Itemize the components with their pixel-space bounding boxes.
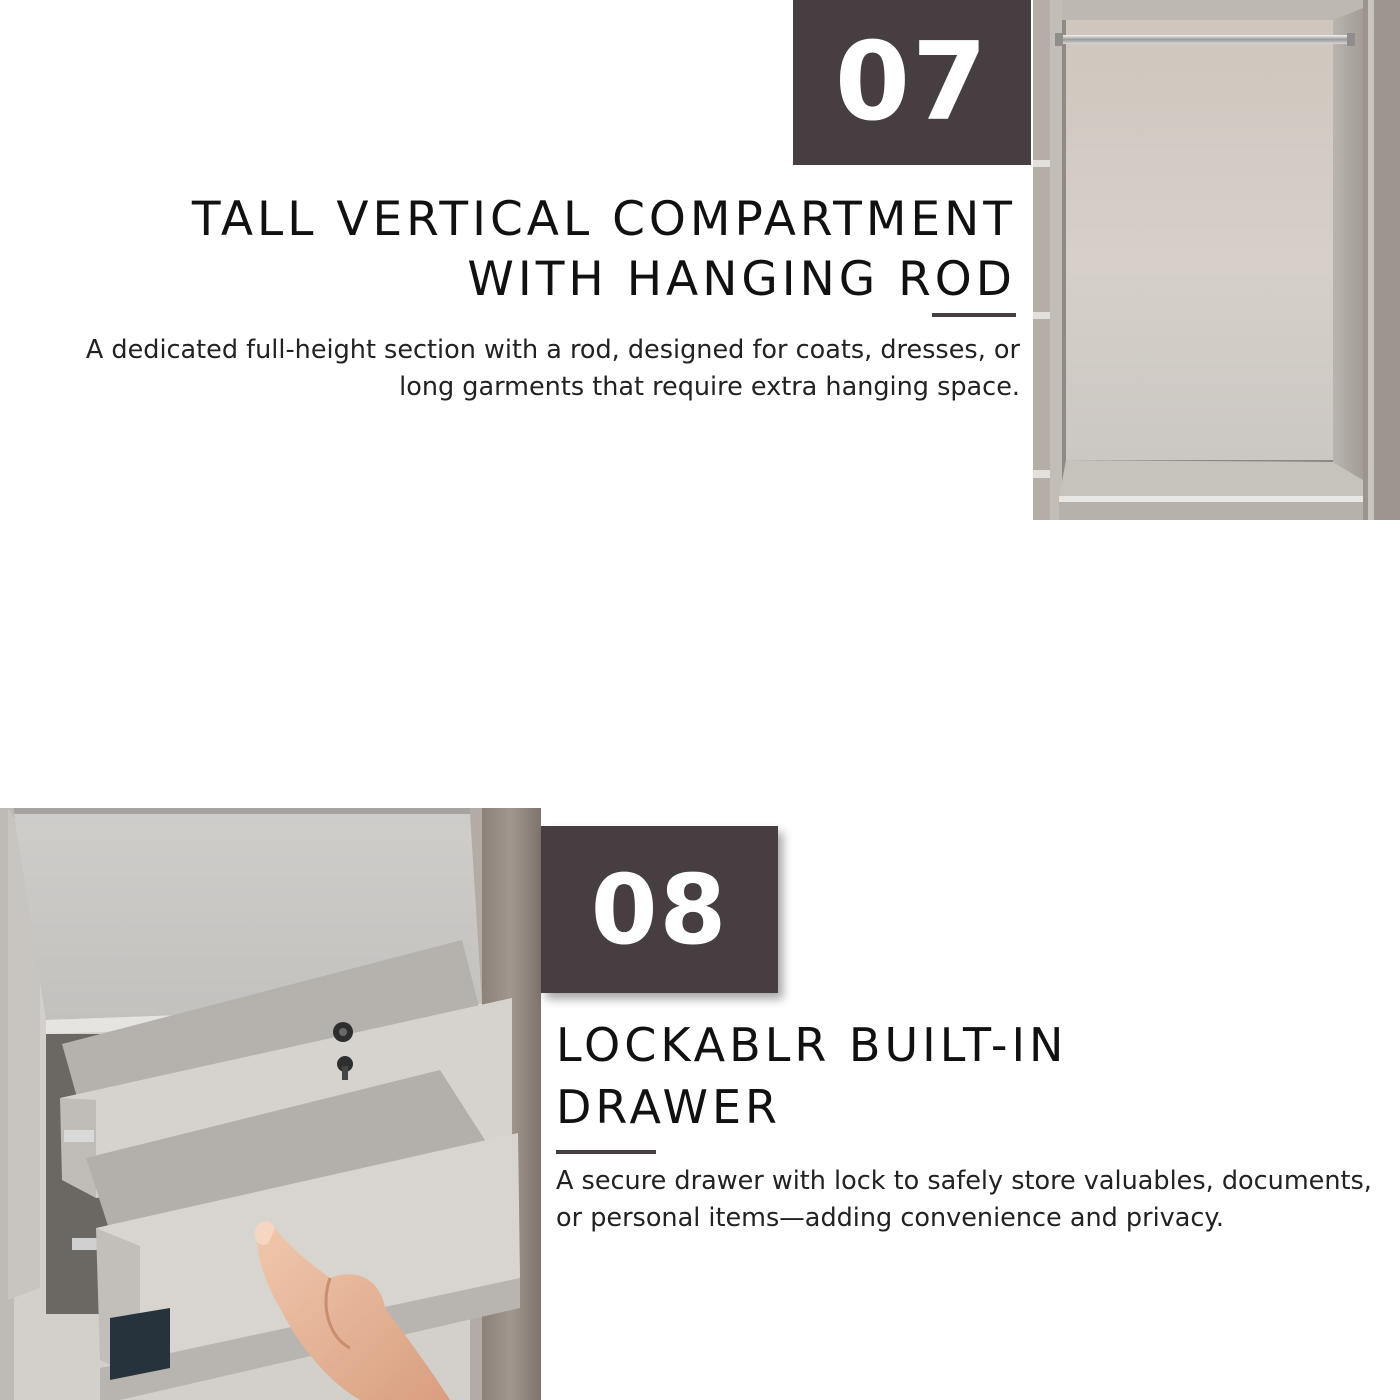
feature-description-07: A dedicated full-height section with a rod, designed for coats, dresses, or long garments that require extra hanging space. [85,335,1020,402]
feature-title-line: WITH HANGING ROD [467,252,1016,307]
feature-title-line: TALL VERTICAL COMPARTMENT [191,192,1016,247]
title-underline [556,1150,656,1154]
lockable-drawer-photo [0,808,541,1400]
feature-number-badge-07 [793,0,1031,165]
feature-title-line: LOCKABLR BUILT-IN [556,1018,1068,1072]
feature-description-08: A secure drawer with lock to safely store valuables, documents, or personal items—adding convenience and privacy. [556,1166,1372,1233]
wardrobe-hanging-compartment-photo [1033,0,1400,520]
feature-title-line: DRAWER [556,1080,781,1134]
feature-title-07 [96,190,1016,310]
feature-number: 08 [590,853,729,966]
feature-title-08 [556,1014,1356,1138]
feature-number-badge-08 [541,826,778,993]
feature-number: 07 [834,20,990,145]
title-underline [932,313,1016,317]
